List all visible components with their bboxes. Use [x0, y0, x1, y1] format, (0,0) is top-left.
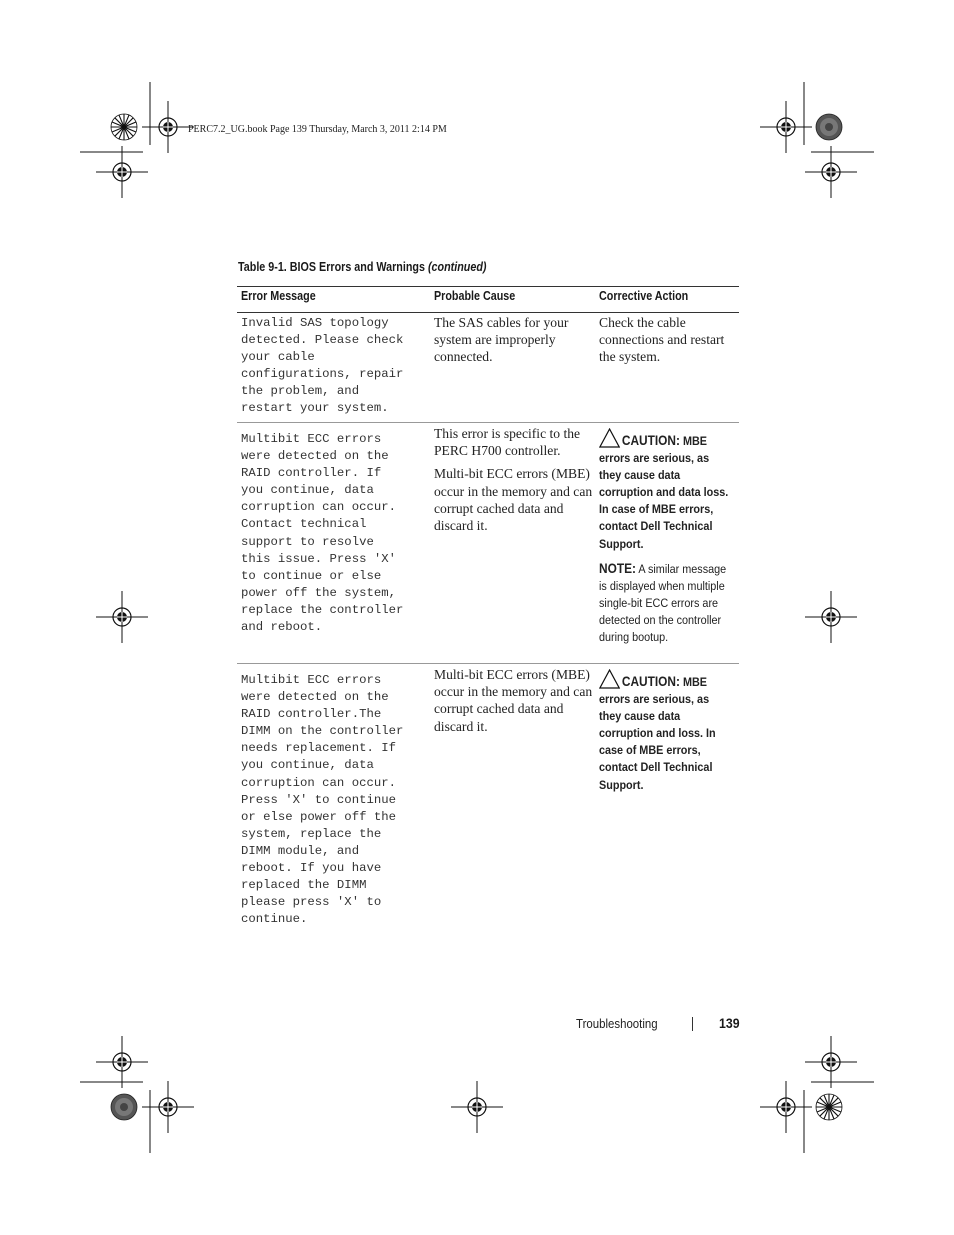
caution-text: MBE errors are serious, as they cause data corruption and data loss. In case of MBE errors, contact Dell Technical Support.: [599, 434, 729, 551]
column-header-probable-cause: Probable Cause: [434, 289, 516, 303]
row2-probable-cause: [434, 425, 594, 540]
row1-cause-paragraph: The SAS cables for your system are improperly connected.: [434, 315, 569, 365]
row3-caution: [599, 669, 722, 794]
row1-error-message: Invalid SAS topology detected. Please check your cable configurations, repair the problem, and restart your system.: [241, 316, 404, 416]
row2-error-message: Multibit ECC errors were detected on the RAID controller. If you continue, data corruption can occur. Contact technical support to resolve this issue. Press 'X' to continue or else power off the system, replace the controller and reboot.: [241, 432, 404, 635]
caution-label: CAUTION:: [621, 674, 680, 689]
row2-caution: [599, 428, 731, 553]
caution-triangle-icon: [599, 669, 620, 689]
caution-text: MBE errors are serious, as they cause data corruption and loss. In case of MBE errors, contact Dell Technical Support.: [599, 675, 716, 792]
column-header-error-message: Error Message: [241, 289, 316, 303]
row1-corrective-action: Check the cable connections and restart the system.: [599, 315, 725, 365]
caution-triangle-icon: [599, 428, 620, 448]
table-title: [238, 260, 486, 274]
row1-probable-cause: [434, 314, 594, 372]
note-label: NOTE:: [599, 560, 636, 576]
note-text: A similar message is displayed when multiple single-bit ECC errors are detected on the controller during bootup.: [599, 561, 727, 645]
print-header: PERC7.2_UG.book Page 139 Thursday, March 3, 2011 2:14 PM: [188, 124, 447, 135]
row2-corrective-action: [599, 428, 731, 646]
row1-bottom-rule: [237, 422, 739, 423]
footer-separator: [692, 1017, 693, 1031]
row2-note: [599, 560, 731, 646]
caution-label: CAUTION:: [621, 433, 680, 448]
row2-cause-paragraph-1: This error is specific to the PERC H700 controller.: [434, 426, 581, 459]
row3-probable-cause: [434, 666, 594, 741]
header-bottom-rule: [237, 312, 739, 313]
table-title-suffix: (continued): [427, 260, 487, 274]
row3-corrective-action: [599, 669, 722, 794]
footer-page-number: 139: [719, 1015, 740, 1031]
column-header-corrective-action: Corrective Action: [599, 289, 689, 303]
row3-error-message: Multibit ECC errors were detected on the RAID controller.The DIMM on the controller needs replacement. If you continue, data corruption can occur. Press 'X' to continue or else power off the system, replace the DIMM module, and reboot. If you have replaced the DIMM please press 'X' to continue.: [241, 673, 404, 927]
footer-section-name: Troubleshooting: [576, 1016, 658, 1031]
row3-cause-paragraph: Multi-bit ECC errors (MBE) occur in the memory and can corrupt cached data and discard it.: [434, 667, 593, 734]
row2-cause-paragraph-2: Multi-bit ECC errors (MBE) occur in the memory and can corrupt cached data and discard it.: [434, 466, 593, 534]
table-top-rule: [237, 286, 739, 287]
table-title-text: Table 9-1. BIOS Errors and Warnings: [238, 260, 425, 274]
row2-bottom-rule: [237, 663, 739, 664]
